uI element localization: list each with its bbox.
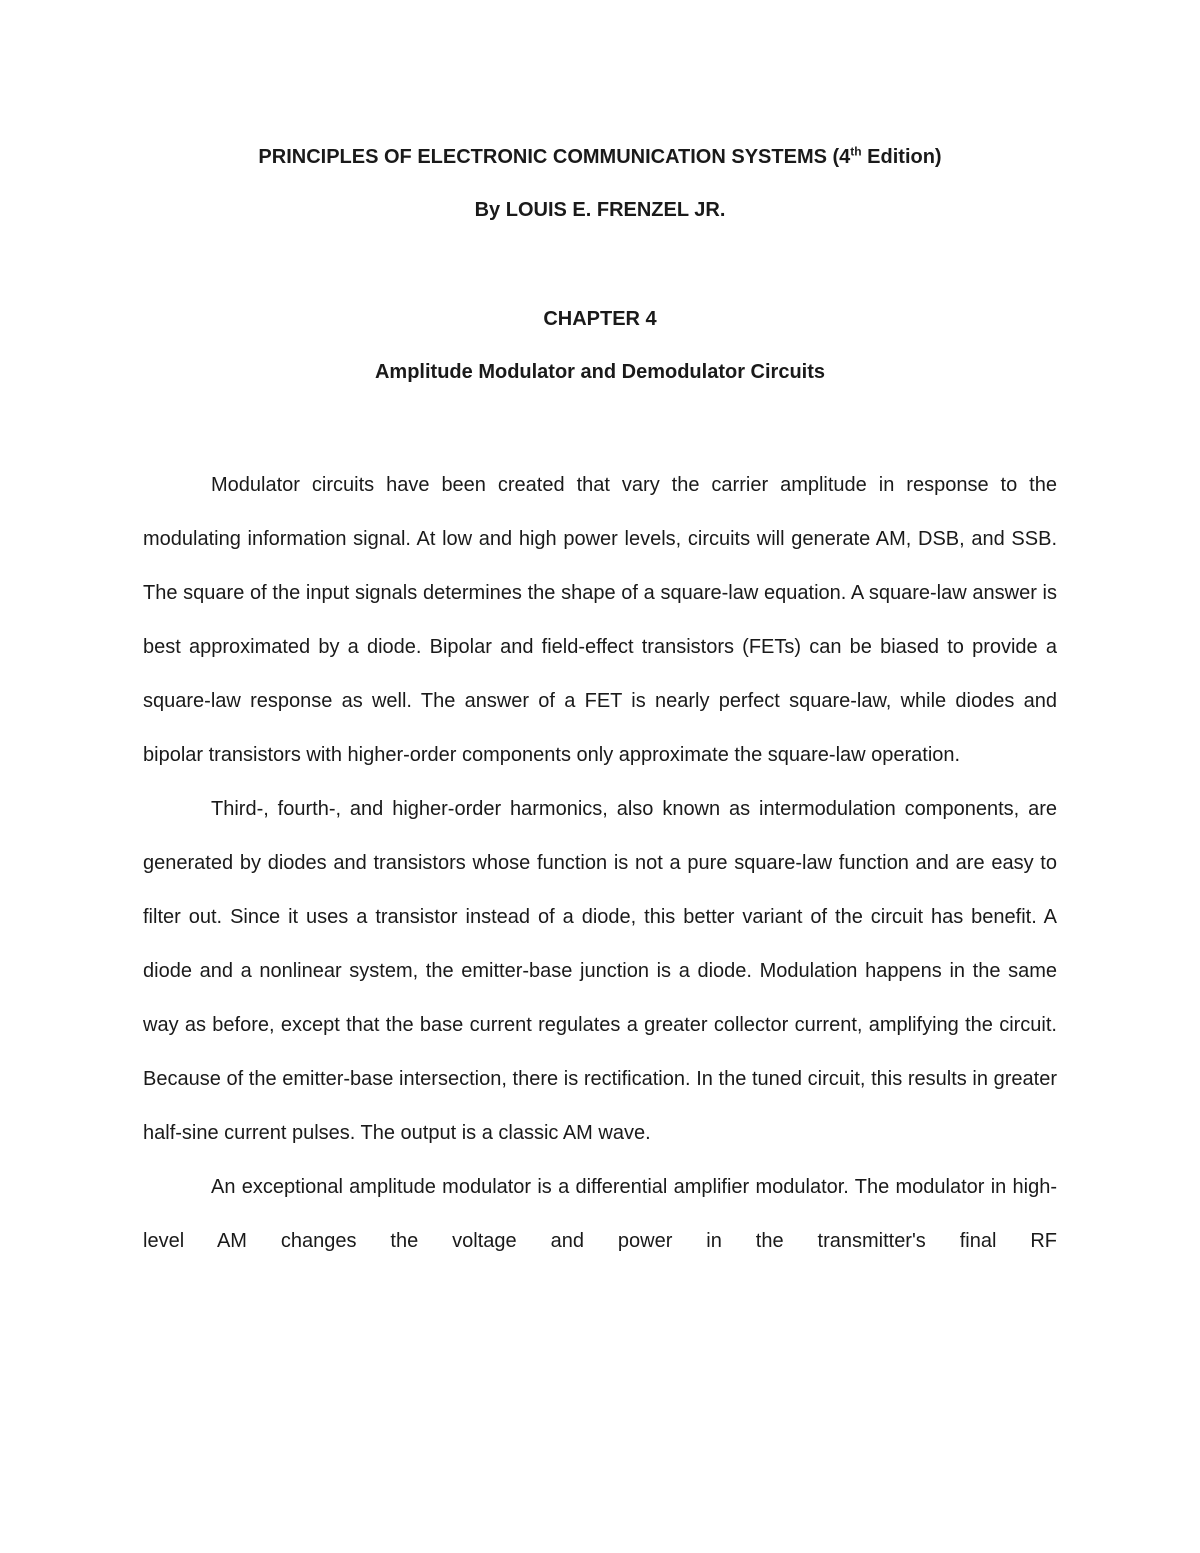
book-author: By LOUIS E. FRENZEL JR. bbox=[474, 199, 726, 221]
chapter-number: CHAPTER 4 bbox=[543, 308, 657, 330]
book-title bbox=[0, 145, 1200, 169]
book-title-edition: Edition) bbox=[861, 146, 942, 168]
chapter-title: Amplitude Modulator and Demodulator Circuits bbox=[374, 361, 825, 383]
body-text bbox=[143, 458, 1057, 1268]
book-title-text: PRINCIPLES OF ELECTRONIC COMMUNICATION SYSTEMS (4 bbox=[258, 146, 851, 168]
paragraph-last: An exceptional amplitude modulator is a differential amplifier modulator. The modulator in high-level AM changes the voltage and power in the transmitter's final RF bbox=[143, 1176, 1057, 1252]
book-title-superscript: th bbox=[850, 144, 862, 159]
paragraph: Modulator circuits have been created that vary the carrier amplitude in response to the modulating information signal. At low and high power levels, circuits will generate AM, DSB, and SSB. The square of the input signals determines the shape of a square-law equation. A square-law answer is best approximated by a diode. Bipolar and field-effect transistors (FETs) can be biased to provide a square-law response as well. The answer of a FET is nearly perfect square-law, while diodes and bipolar transistors with higher-order components only approximate the square-law operation. bbox=[143, 474, 1057, 766]
paragraph: Third-, fourth-, and higher-order harmonics, also known as intermodulation components, are generated by diodes and transistors whose function is not a pure square-law function and are easy to filter out. Since it uses a transistor instead of a diode, this better variant of the circuit has benefit. A diode and a nonlinear system, the emitter-base junction is a diode. Modulation happens in the same way as before, except that the base current regulates a greater collector current, amplifying the circuit. Because of the emitter-base intersection, there is rectification. In the tuned circuit, this results in greater half-sine current pulses. The output is a classic AM wave. bbox=[143, 798, 1057, 1144]
